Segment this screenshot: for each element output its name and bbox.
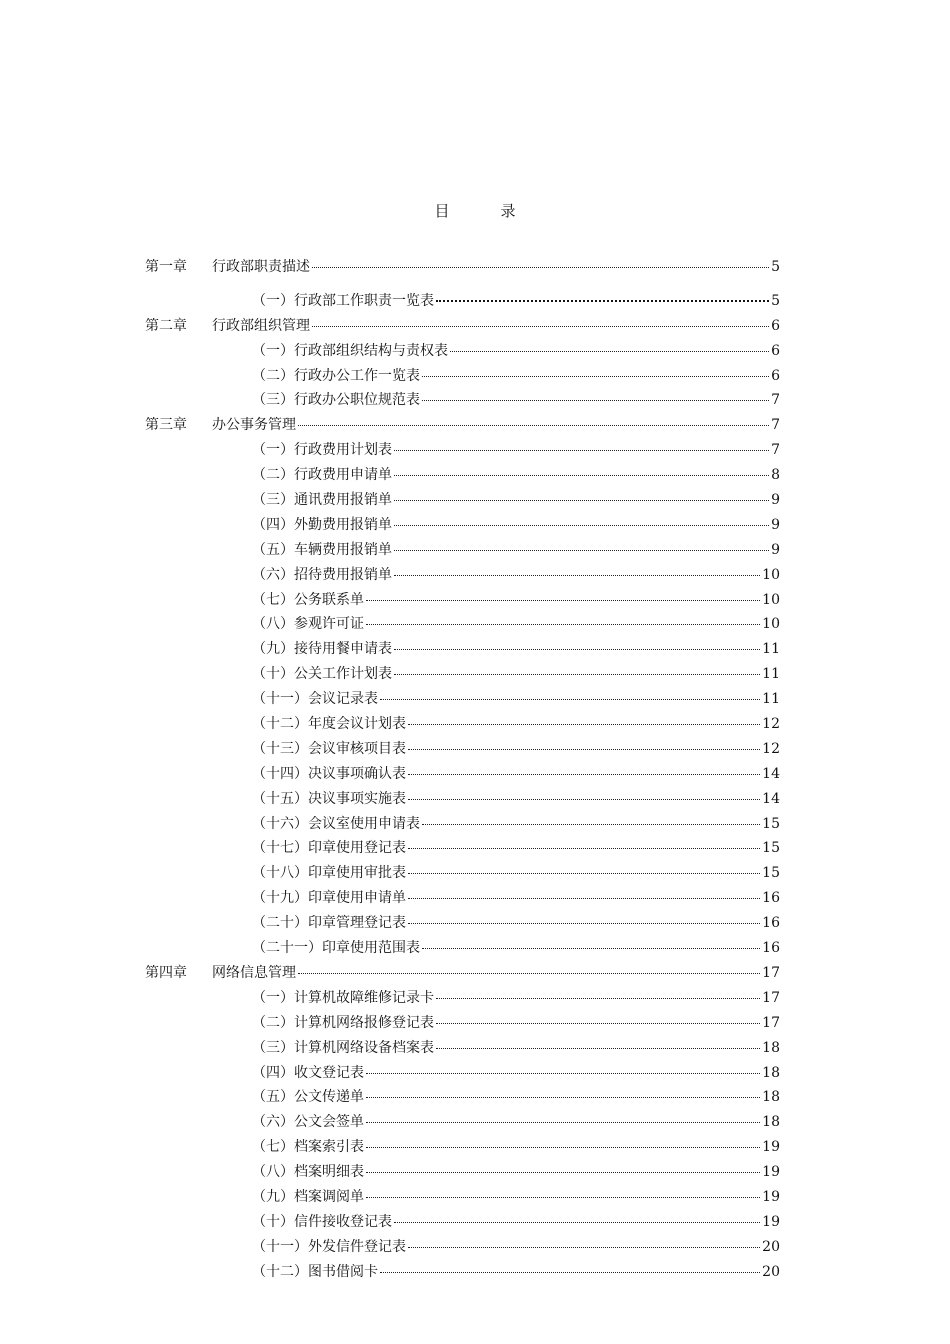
toc-chapter-entry[interactable] — [145, 315, 780, 340]
dot-leader — [436, 998, 760, 999]
dot-leader — [394, 575, 760, 576]
dot-leader — [408, 799, 760, 800]
dot-leader — [394, 450, 769, 451]
dot-leader — [366, 624, 760, 625]
entry-label: （二十一）印章使用范围表 — [252, 940, 420, 957]
page-number: 16 — [762, 915, 780, 932]
page-number: 18 — [762, 1064, 780, 1081]
dot-leader — [312, 326, 769, 327]
page-number: 9 — [771, 516, 780, 533]
page-number: 18 — [762, 1089, 780, 1106]
toc-chapter-entry[interactable] — [145, 414, 780, 439]
toc-section-entry[interactable] — [145, 663, 780, 688]
page-number: 10 — [762, 566, 780, 583]
page-number: 9 — [771, 492, 780, 509]
entry-label: （四）外勤费用报销单 — [252, 516, 392, 533]
toc-section-entry[interactable] — [145, 1062, 780, 1087]
chapter-number: 第一章 — [145, 259, 187, 275]
entry-label: （五）车辆费用报销单 — [252, 541, 392, 558]
entry-label: （十四）决议事项确认表 — [252, 765, 406, 782]
toc-section-entry[interactable] — [145, 837, 780, 862]
entry-label: （三）计算机网络设备档案表 — [252, 1039, 434, 1056]
page-number: 15 — [762, 865, 780, 882]
toc-section-entry[interactable] — [145, 1261, 780, 1286]
entry-label: （十）公关工作计划表 — [252, 666, 392, 683]
toc-section-entry[interactable] — [145, 514, 780, 539]
toc-section-entry[interactable] — [145, 564, 780, 589]
dot-leader — [394, 674, 760, 675]
entry-label: （十五）决议事项实施表 — [252, 790, 406, 807]
toc-section-entry[interactable] — [145, 340, 780, 365]
page-number: 19 — [762, 1213, 780, 1230]
dot-leader — [422, 400, 769, 401]
toc-section-entry[interactable] — [145, 539, 780, 564]
page-number: 11 — [762, 691, 780, 708]
page-number: 7 — [771, 392, 780, 409]
toc-section-entry[interactable] — [145, 688, 780, 713]
dot-leader — [422, 948, 760, 949]
page-number: 20 — [762, 1238, 780, 1255]
dot-leader — [408, 774, 760, 775]
page-number: 8 — [771, 467, 780, 484]
entry-label: （十二）图书借阅卡 — [252, 1263, 378, 1280]
dot-leader — [394, 649, 760, 650]
entry-label: （十九）印章使用申请单 — [252, 890, 406, 907]
page-number: 18 — [762, 1039, 780, 1056]
entry-label: （十八）印章使用审批表 — [252, 865, 406, 882]
dot-leader — [436, 1023, 760, 1024]
dot-leader — [298, 425, 769, 426]
toc-section-entry[interactable] — [145, 912, 780, 937]
page-number: 11 — [762, 641, 780, 658]
dot-leader — [394, 500, 769, 501]
toc-section-entry[interactable] — [145, 1012, 780, 1037]
page-number: 19 — [762, 1188, 780, 1205]
toc-section-entry[interactable] — [145, 464, 780, 489]
page-number: 6 — [771, 317, 780, 334]
entry-label: 行政部职责描述 — [212, 259, 310, 275]
entry-label: （一）行政费用计划表 — [252, 442, 392, 459]
toc-section-entry[interactable] — [145, 813, 780, 838]
entry-label: （十七）印章使用登记表 — [252, 840, 406, 857]
toc-section-entry[interactable] — [145, 638, 780, 663]
entry-label: （二十）印章管理登记表 — [252, 915, 406, 932]
dot-leader — [366, 600, 760, 601]
entry-label: （十一）会议记录表 — [252, 691, 378, 708]
dot-leader — [298, 973, 760, 974]
toc-section-entry[interactable] — [145, 738, 780, 763]
entry-label: （十三）会议审核项目表 — [252, 740, 406, 757]
page-number: 17 — [762, 989, 780, 1006]
page-number: 14 — [762, 765, 780, 782]
page-number: 17 — [762, 1014, 780, 1031]
chapter-number: 第四章 — [145, 964, 187, 981]
entry-label: （五）公文传递单 — [252, 1089, 364, 1106]
entry-label: （十六）会议室使用申请表 — [252, 815, 420, 832]
toc-section-entry[interactable] — [145, 1111, 780, 1136]
table-of-contents — [145, 256, 780, 1286]
entry-label: （二）行政费用申请单 — [252, 467, 392, 484]
page-number: 6 — [771, 367, 780, 384]
entry-label: （二）行政办公工作一览表 — [252, 367, 420, 384]
toc-section-entry[interactable] — [145, 489, 780, 514]
dot-leader — [366, 1097, 760, 1098]
toc-section-entry[interactable] — [145, 1086, 780, 1111]
dot-leader — [408, 923, 760, 924]
dot-leader — [436, 300, 769, 302]
dot-leader — [436, 1048, 760, 1049]
page-number: 5 — [771, 259, 780, 275]
page-number: 19 — [762, 1139, 780, 1156]
entry-label: 行政部组织管理 — [212, 317, 310, 334]
page-number: 10 — [762, 616, 780, 633]
toc-section-entry[interactable] — [145, 1136, 780, 1161]
entry-label: （四）收文登记表 — [252, 1064, 364, 1081]
page-number: 15 — [762, 815, 780, 832]
toc-title: 目 录 — [434, 202, 534, 220]
page-number: 16 — [762, 940, 780, 957]
toc-section-entry[interactable] — [145, 389, 780, 414]
page-number: 18 — [762, 1114, 780, 1131]
toc-section-entry[interactable] — [145, 1186, 780, 1211]
entry-label: （一）行政部组织结构与责权表 — [252, 342, 448, 359]
dot-leader — [366, 1073, 760, 1074]
entry-label: （八）参观许可证 — [252, 616, 364, 633]
entry-label: （九）接待用餐申请表 — [252, 641, 392, 658]
entry-label: （七）公务联系单 — [252, 591, 364, 608]
page-number: 15 — [762, 840, 780, 857]
page-number: 11 — [762, 666, 780, 683]
page-number: 7 — [771, 442, 780, 459]
dot-leader — [394, 525, 769, 526]
toc-section-entry[interactable] — [145, 589, 780, 614]
dot-leader — [366, 1147, 760, 1148]
page-number: 6 — [771, 342, 780, 359]
page-number: 16 — [762, 890, 780, 907]
toc-section-entry[interactable] — [145, 713, 780, 738]
dot-leader — [408, 848, 760, 849]
entry-label: （二）计算机网络报修登记表 — [252, 1014, 434, 1031]
dot-leader — [408, 1247, 760, 1248]
dot-leader — [380, 1272, 760, 1273]
entry-label: （十二）年度会议计划表 — [252, 716, 406, 733]
entry-label: （一）计算机故障维修记录卡 — [252, 989, 434, 1006]
chapter-number: 第二章 — [145, 317, 187, 334]
page-number: 12 — [762, 716, 780, 733]
toc-section-entry[interactable] — [145, 788, 780, 813]
toc-section-entry[interactable] — [145, 1211, 780, 1236]
dot-leader — [422, 824, 760, 825]
toc-section-entry[interactable] — [145, 937, 780, 962]
dot-leader — [450, 351, 769, 352]
page-number: 12 — [762, 740, 780, 757]
dot-leader — [408, 749, 760, 750]
entry-label: （六）招待费用报销单 — [252, 566, 392, 583]
dot-leader — [408, 898, 760, 899]
toc-section-entry[interactable] — [145, 887, 780, 912]
toc-section-entry[interactable] — [145, 1161, 780, 1186]
dot-leader — [408, 724, 760, 725]
page-number: 20 — [762, 1263, 780, 1280]
chapter-number: 第三章 — [145, 417, 187, 434]
toc-section-entry[interactable] — [145, 439, 780, 464]
dot-leader — [394, 550, 769, 551]
entry-label: （三）行政办公职位规范表 — [252, 392, 420, 409]
dot-leader — [366, 1197, 760, 1198]
entry-label: （三）通讯费用报销单 — [252, 492, 392, 509]
entry-label: （一）行政部工作职责一览表 — [252, 292, 434, 309]
toc-section-entry[interactable] — [145, 1037, 780, 1062]
page-number: 14 — [762, 790, 780, 807]
dot-leader — [394, 1222, 760, 1223]
toc-section-entry[interactable] — [145, 987, 780, 1012]
entry-label: 网络信息管理 — [212, 964, 296, 981]
entry-label: （七）档案索引表 — [252, 1139, 364, 1156]
entry-label: （八）档案明细表 — [252, 1164, 364, 1181]
page-number: 5 — [771, 292, 780, 309]
page-number: 17 — [762, 964, 780, 981]
entry-label: 办公事务管理 — [212, 417, 296, 434]
toc-section-entry[interactable] — [145, 290, 780, 315]
toc-section-entry[interactable] — [145, 613, 780, 638]
toc-section-entry[interactable] — [145, 862, 780, 887]
toc-chapter-entry[interactable] — [145, 962, 780, 987]
dot-leader — [366, 1122, 760, 1123]
dot-leader — [408, 873, 760, 874]
page-number: 19 — [762, 1164, 780, 1181]
dot-leader — [394, 475, 769, 476]
dot-leader — [366, 1172, 760, 1173]
entry-label: （十一）外发信件登记表 — [252, 1238, 406, 1255]
page-number: 7 — [771, 417, 780, 434]
dot-leader — [380, 699, 760, 700]
toc-chapter-entry[interactable] — [145, 256, 780, 281]
entry-label: （九）档案调阅单 — [252, 1188, 364, 1205]
toc-section-entry[interactable] — [145, 1236, 780, 1261]
dot-leader — [422, 376, 769, 377]
page-number: 10 — [762, 591, 780, 608]
entry-label: （六）公文会签单 — [252, 1114, 364, 1131]
toc-section-entry[interactable] — [145, 365, 780, 390]
dot-leader — [312, 267, 769, 268]
entry-label: （十）信件接收登记表 — [252, 1213, 392, 1230]
page-number: 9 — [771, 541, 780, 558]
toc-section-entry[interactable] — [145, 763, 780, 788]
